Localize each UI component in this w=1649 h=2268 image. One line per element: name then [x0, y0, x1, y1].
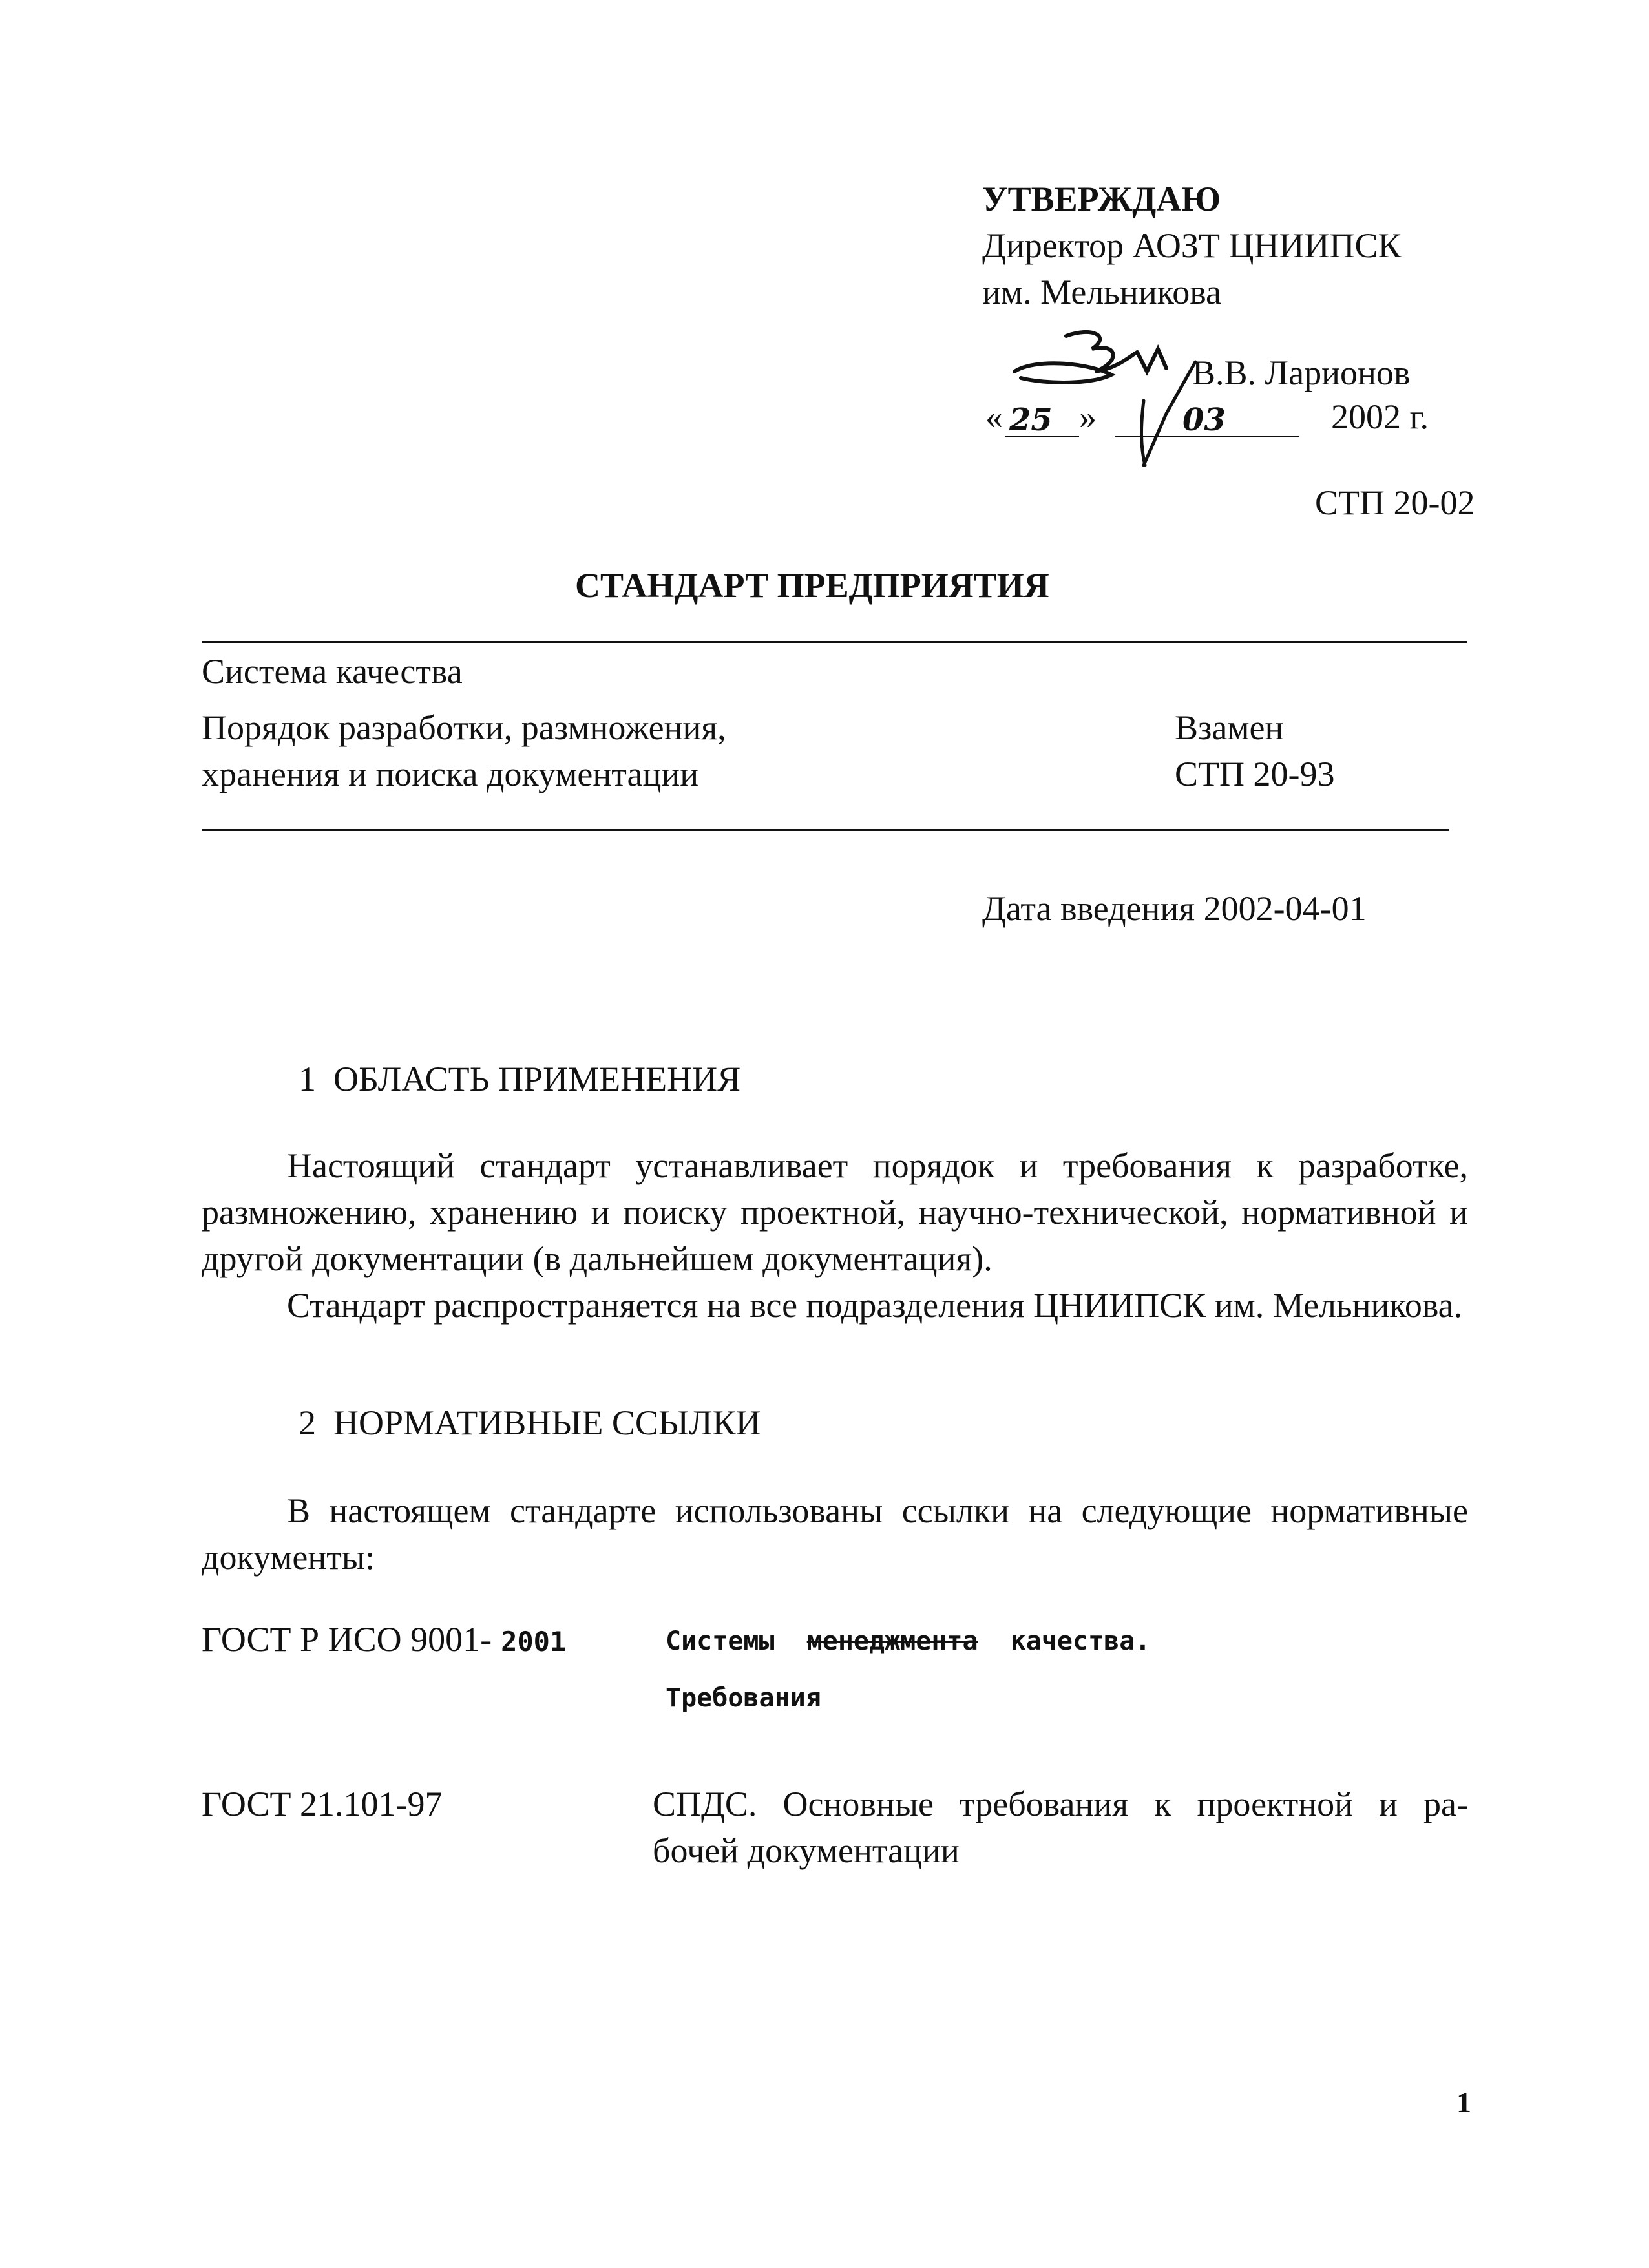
date-year: 2002 г. — [1331, 397, 1429, 436]
approval-organization: им. Мельникова — [982, 273, 1221, 311]
document-title-line-2: хранения и поиска документации — [202, 755, 699, 793]
reference-1-word-3: качества. — [1010, 1626, 1151, 1656]
section-1-paragraph-1: Настоящий стандарт устанавливает порядок и требования к разработке, размножению, хранению и поиску проектной, научно-технической, нормативной и другой документации (в дальнейшем документация). — [202, 1146, 1468, 1278]
document-code: СТП 20-02 — [1315, 483, 1475, 522]
approval-signer: В.В. Ларионов — [1192, 353, 1411, 392]
reference-2-title-line-1: СПДС. Основные требования к проектной и ра- — [653, 1785, 1468, 1823]
reference-2-code: ГОСТ 21.101-97 — [202, 1785, 443, 1823]
date-quote-close: » — [1079, 397, 1097, 436]
reference-2-title-line-2: бочей документации — [653, 1831, 960, 1870]
introduction-date: Дата введения 2002-04-01 — [982, 889, 1367, 928]
reference-1-word-2: менеджмента — [806, 1626, 978, 1656]
date-quote-open: « — [985, 397, 1003, 436]
page-number: 1 — [1456, 2086, 1471, 2119]
reference-1-word-1: Системы — [666, 1626, 775, 1656]
document-type-title: СТАНДАРТ ПРЕДПРИЯТИЯ — [575, 566, 1049, 605]
date-month: 03 — [1182, 402, 1226, 438]
date-day-underline — [1005, 436, 1079, 437]
reference-1-code — [202, 1616, 566, 1663]
signature-mark — [1008, 323, 1202, 472]
section-1-heading: 1 ОБЛАСТЬ ПРИМЕНЕНИЯ — [299, 1060, 741, 1098]
reference-1-title-line-1 — [666, 1622, 1150, 1661]
document-title-line-1: Порядок разработки, размножения, — [202, 708, 726, 747]
section-1-paragraph-2: Стандарт распространяется на все подразделения ЦНИИПСК им. Мельникова. — [287, 1286, 1463, 1325]
replaces-code: СТП 20-93 — [1175, 755, 1335, 793]
section-2-heading: 2 НОРМАТИВНЫЕ ССЫЛКИ — [299, 1403, 761, 1442]
reference-1-code-year: 2001 — [501, 1626, 567, 1657]
quality-system-label: Система качества — [202, 652, 463, 691]
date-day: 25 — [1009, 402, 1053, 438]
section-2-paragraph-1: В настоящем стандарте использованы ссылки на следующие нормативные документы: — [202, 1491, 1468, 1577]
reference-1-title-line-2: Требования — [666, 1683, 821, 1713]
replaces-label: Взамен — [1175, 708, 1284, 747]
header-rule-top — [202, 641, 1467, 643]
approval-heading: УТВЕРЖДАЮ — [982, 180, 1221, 218]
reference-1-code-main: ГОСТ Р ИСО 9001- — [202, 1620, 492, 1659]
approval-position: Директор АОЗТ ЦНИИПСК — [982, 226, 1402, 265]
date-month-underline — [1115, 436, 1299, 437]
header-rule-bottom — [202, 829, 1449, 831]
